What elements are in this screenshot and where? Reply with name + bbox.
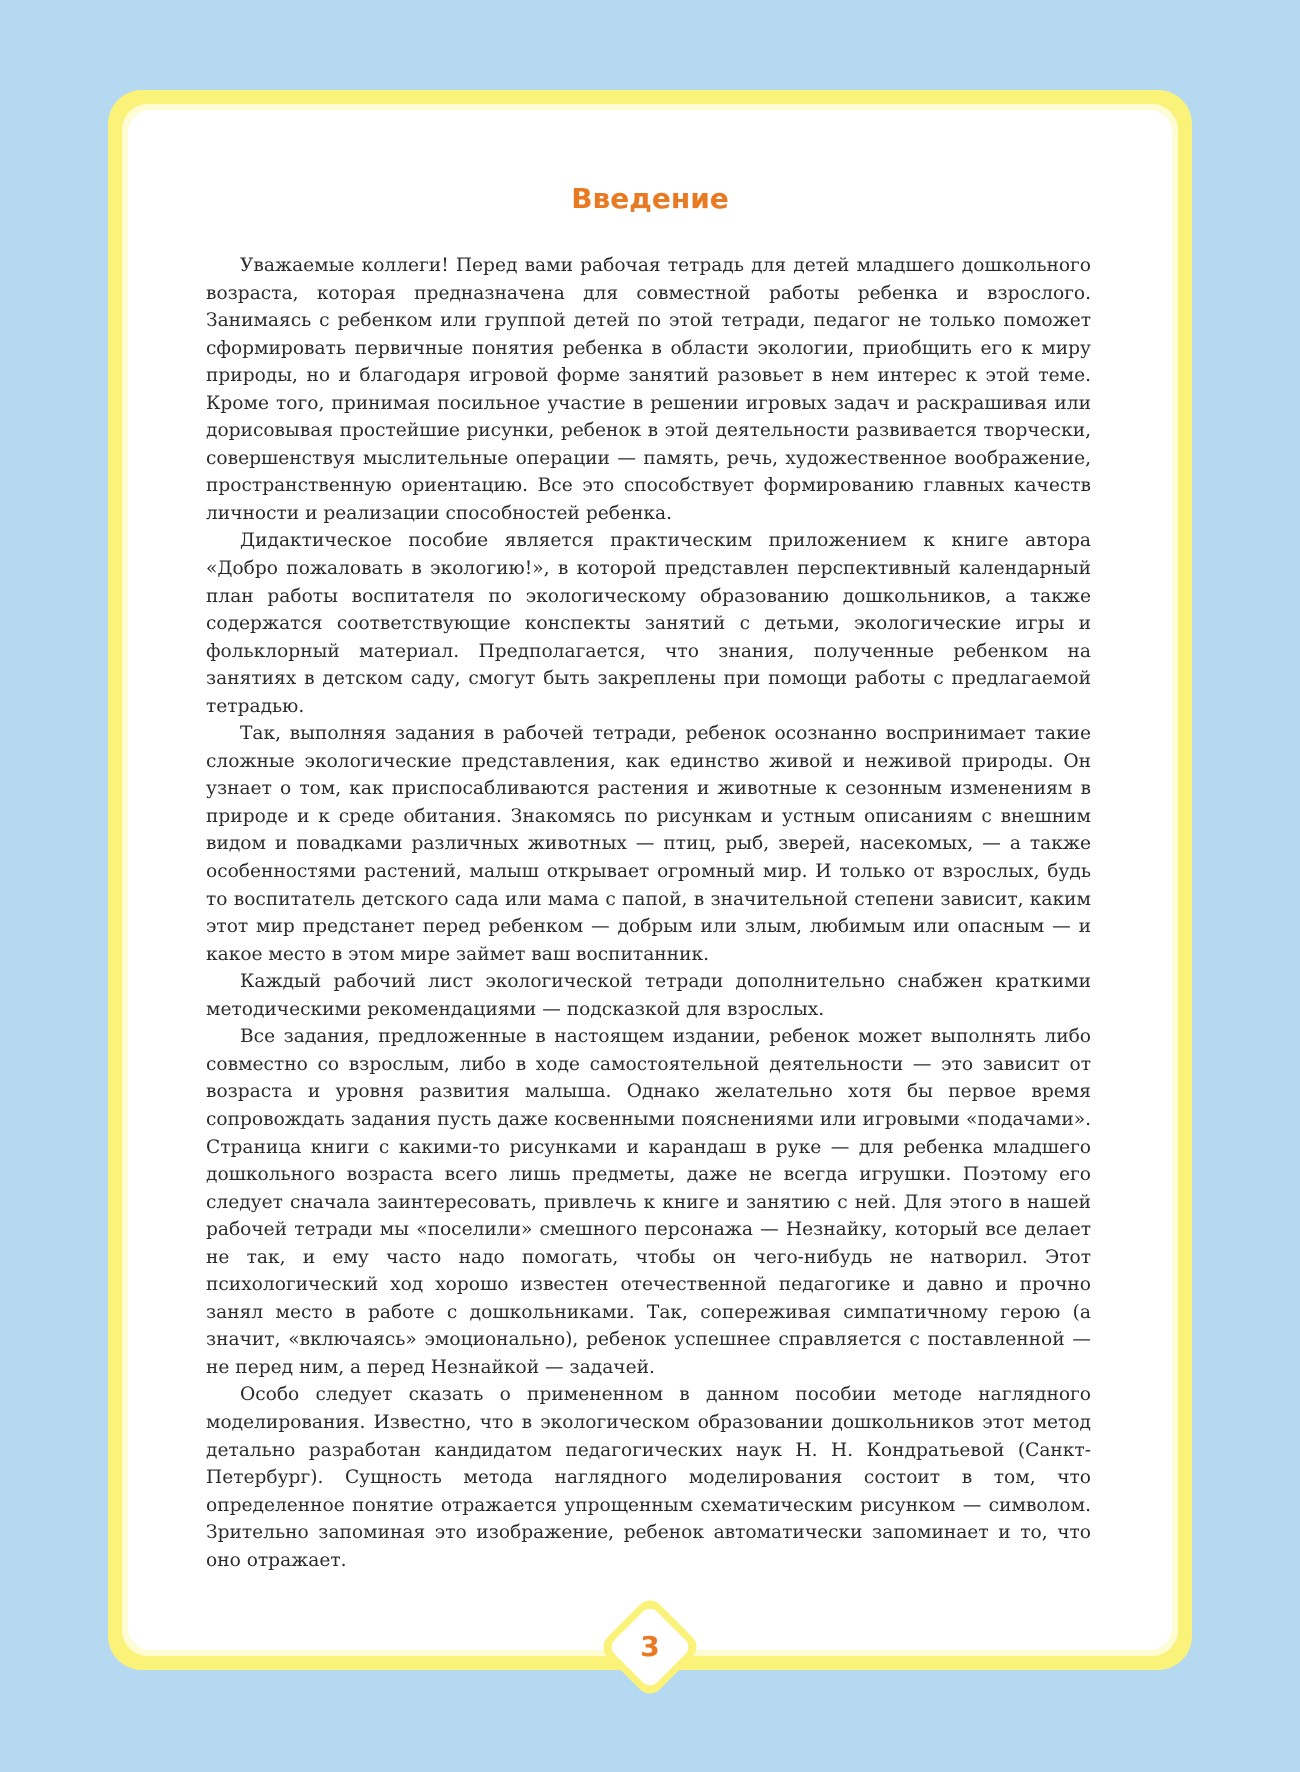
paragraph-6: Особо следует сказать о примененном в данном пособии методе наглядного моделирования. Известно, что в экологическом образовании дошкольников этот метод детально разработан кандидатом педагогических наук Н. Н. Кондратьевой (Санкт-Петербург). Сущность метода наглядного моделирования состоит в том, что определенное понятие отражается упрощенным схематическим рисунком — символом. Зрительно запоминая это изображение, ребенок автоматически запоминает и то, что оно отражает. (206, 1384, 1091, 1571)
page-title: Введение (571, 182, 729, 215)
body-text (206, 252, 1091, 1574)
paragraph-2: Дидактическое пособие является практическим приложением к книге автора «Добро пожаловать в экологию!», в которой представлен перспективный календарный план работы воспитателя по экологическому образованию дошкольников, а также содержатся соответствующие конспекты занятий с детьми, экологические игры и фольклорный материал. Предполагается, что знания, полученные ребенком на занятиях в детском саду, смогут быть закреплены при помощи работы с предлагаемой тетрадью. (206, 530, 1091, 717)
paragraph-4: Каждый рабочий лист экологической тетради дополнительно снабжен краткими методическими рекомендациями — подсказкой для взрослых. (206, 971, 1091, 1020)
page-number: 3 (640, 1630, 660, 1663)
paragraph-1: Уважаемые коллеги! Перед вами рабочая тетрадь для детей младшего дошкольного возраста, которая предназначена для совместной работы ребенка и взрослого. Занимаясь с ребенком или группой детей по этой тетради, педагог не только поможет сформировать первичные понятия ребенка в области экологии, приобщить его к миру природы, но и благодаря игровой форме занятий разовьет в нем интерес к этой теме. Кроме того, принимая посильное участие в решении игровых задач и раскрашивая или дорисовывая простейшие рисунки, ребенок в этой деятельности развивается творчески, совершенствуя мыслительные операции — память, речь, художественное воображение, пространственную ориентацию. Все это способствует формированию главных качеств личности и реализации способностей ребенка. (206, 255, 1091, 524)
paragraph-5: Все задания, предложенные в настоящем издании, ребенок может выполнять либо совместно со взрослым, либо в ходе самостоятельной деятельности — это зависит от возраста и уровня развития малыша. Однако желательно хотя бы первое время сопровождать задания пусть даже косвенными пояснениями или игровыми «подачами». Страница книги с какими-то рисунками и карандаш в руке — для ребенка младшего дошкольного возраста всего лишь предметы, даже не всегда игрушки. Поэтому его следует сначала заинтересовать, привлечь к книге и занятию с ней. Для этого в нашей рабочей тетради мы «поселили» смешного персонажа — Незнайку, который все делает не так, и ему часто надо помогать, чтобы он чего-нибудь не натворил. Этот психологический ход хорошо известен отечественной педагогике и давно и прочно занял место в работе с дошкольниками. Так, сопереживая симпатичному герою (а значит, «включаясь» эмоционально), ребенок успешнее справляется с поставленной — не перед ним, а перед Незнайкой — задачей. (206, 1026, 1091, 1378)
paragraph-3: Так, выполняя задания в рабочей тетради, ребенок осознанно воспринимает такие сложные экологические представления, как единство живой и неживой природы. Он узнает о том, как приспосабливаются растения и животные к сезонным изменениям в природе и к среде обитания. Знакомясь по рисункам и устным описаниям с внешним видом и повадками различных животных — птиц, рыб, зверей, насекомых, — а также особенностями растений, малыш открывает огромный мир. И только от взрослых, будь то воспитатель детского сада или мама с папой, в значительной степени зависит, каким этот мир предстанет перед ребенком — добрым или злым, любимым или опасным — и какое место в этом мире займет ваш воспитанник. (206, 723, 1091, 965)
